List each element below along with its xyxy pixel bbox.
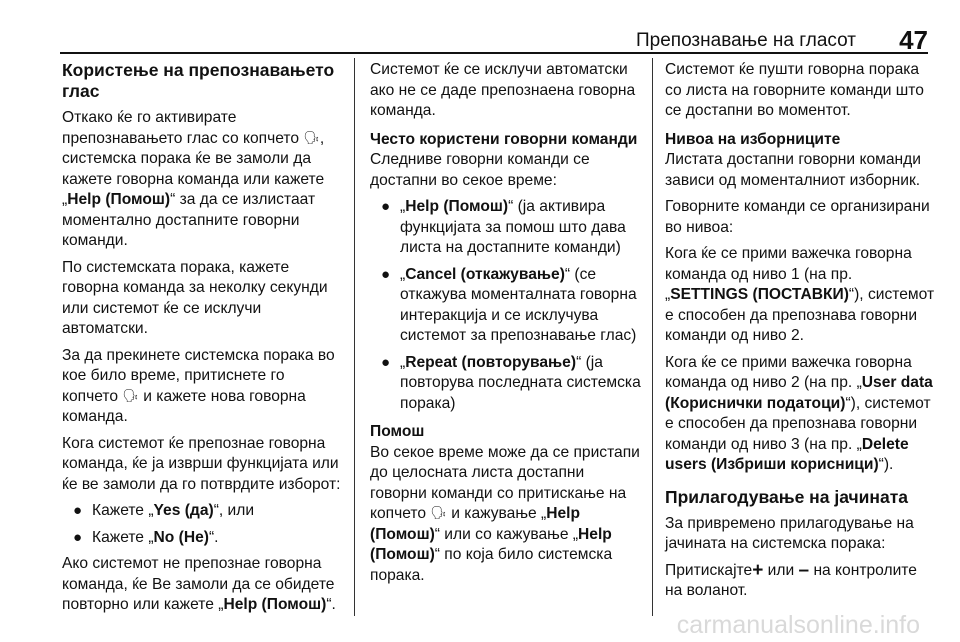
plus-icon: +	[752, 559, 764, 581]
column-1	[62, 60, 342, 622]
column-divider	[354, 58, 355, 616]
paragraph: Откако ќе го активирате препознавањето глас со копчето 🗣︎, системска порака ќе ве замоли да кажете говорна команда или кажете „Help (Помош)“ за да се излистаат моментално достапните говорни команди.	[62, 109, 325, 249]
paragraph: Ако системот не препознае говорна команда, ќе Ве замоли да се обидете повторно или кажете „Help (Помош)“.	[62, 555, 336, 613]
paragraph: Следниве говорни команди се достапни во секое време:	[370, 151, 590, 189]
section-heading: Прилагодување на јачината	[665, 486, 909, 507]
voice-control-icon: 🗣︎	[430, 505, 447, 520]
page-title: Препознавање на гласот	[635, 30, 856, 51]
list-item: ● „Help (Помош)“ (ја активира функцијата за помош што дава листа на достапните команди)	[381, 198, 626, 256]
paragraph: Притискајте+ или – на контролите на воланот.	[665, 559, 917, 599]
paragraph: Кога системот ќе препознае говорна команда, ќе ја изврши функцијата или ќе ве замоли да го потврдите изборот:	[62, 434, 341, 493]
paragraph: Во секое време може да се пристапи до целосната листа достапни говорни команди со притискање на копчето 🗣︎ и кажување „Help (Помош)“ или со кажување „Help (Помош)“ по која било системска порака.	[370, 443, 640, 584]
paragraph: По системската порака, кажете говорна команда за неколку секунди или системот ќе се исклучи автоматски.	[62, 258, 328, 337]
subsection-heading: Нивоа на изборниците	[665, 130, 841, 148]
paragraph: Кога ќе се прими важечка говорна команда од ниво 2 (на пр. „User data (Кориснички податоци)“), системот е способен да препознава говорни команди од ниво 3 (на пр. „Delete users (Избриши корисници)“).	[665, 353, 933, 473]
list-item: ● Кажете „No (Не)“.	[73, 528, 219, 546]
paragraph: Системот ќе пушти говорна порака со листа на говорните команди што се достапни во моментот.	[665, 61, 924, 119]
subsection-heading: Често користени говорни команди	[370, 130, 638, 148]
paragraph: За привремено прилагодување на јачината на системска порака:	[665, 514, 914, 552]
list-item: ● „Repeat (повторување)“ (ја повторува последната системска порака)	[381, 353, 641, 412]
page-header	[60, 14, 928, 54]
list-item: ● Кажете „Yes (да)“, или	[73, 502, 255, 519]
minus-icon: –	[798, 559, 810, 581]
paragraph: Говорните команди се организирани во нивоа:	[665, 198, 930, 236]
watermark: carmanualsonline.info	[676, 611, 920, 639]
bullet-list	[62, 501, 342, 548]
paragraph: Кога ќе се прими важечка говорна команда од ниво 1 (на пр. „SETTINGS (ПОСТАВКИ)“), системот е способен да препознава говорни команди од ниво 2.	[665, 245, 935, 344]
section-heading: Користење на препознавањето глас	[62, 60, 335, 101]
column-2	[370, 60, 642, 592]
column-divider	[652, 58, 653, 616]
paragraph: За да прекинете системска порака во кое било време, притиснете го копчето 🗣︎ и кажете нова говорна команда.	[62, 346, 335, 425]
voice-control-icon: 🗣︎	[303, 129, 320, 145]
bullet-list	[370, 197, 642, 414]
paragraph: Системот ќе се исклучи автоматски ако не се даде препознаена говорна команда.	[370, 61, 636, 119]
voice-control-icon: 🗣︎	[122, 387, 139, 403]
subsection-heading: Помош	[370, 423, 425, 440]
page-number: 47	[899, 25, 928, 55]
list-item: ● „Cancel (откажување)“ (се откажува моменталната говорна интеракција и се исклучува системот за препознавање глас)	[381, 265, 637, 344]
paragraph: Листата достапни говорни команди зависи од моменталниот изборник.	[665, 151, 921, 189]
column-3	[665, 60, 937, 608]
